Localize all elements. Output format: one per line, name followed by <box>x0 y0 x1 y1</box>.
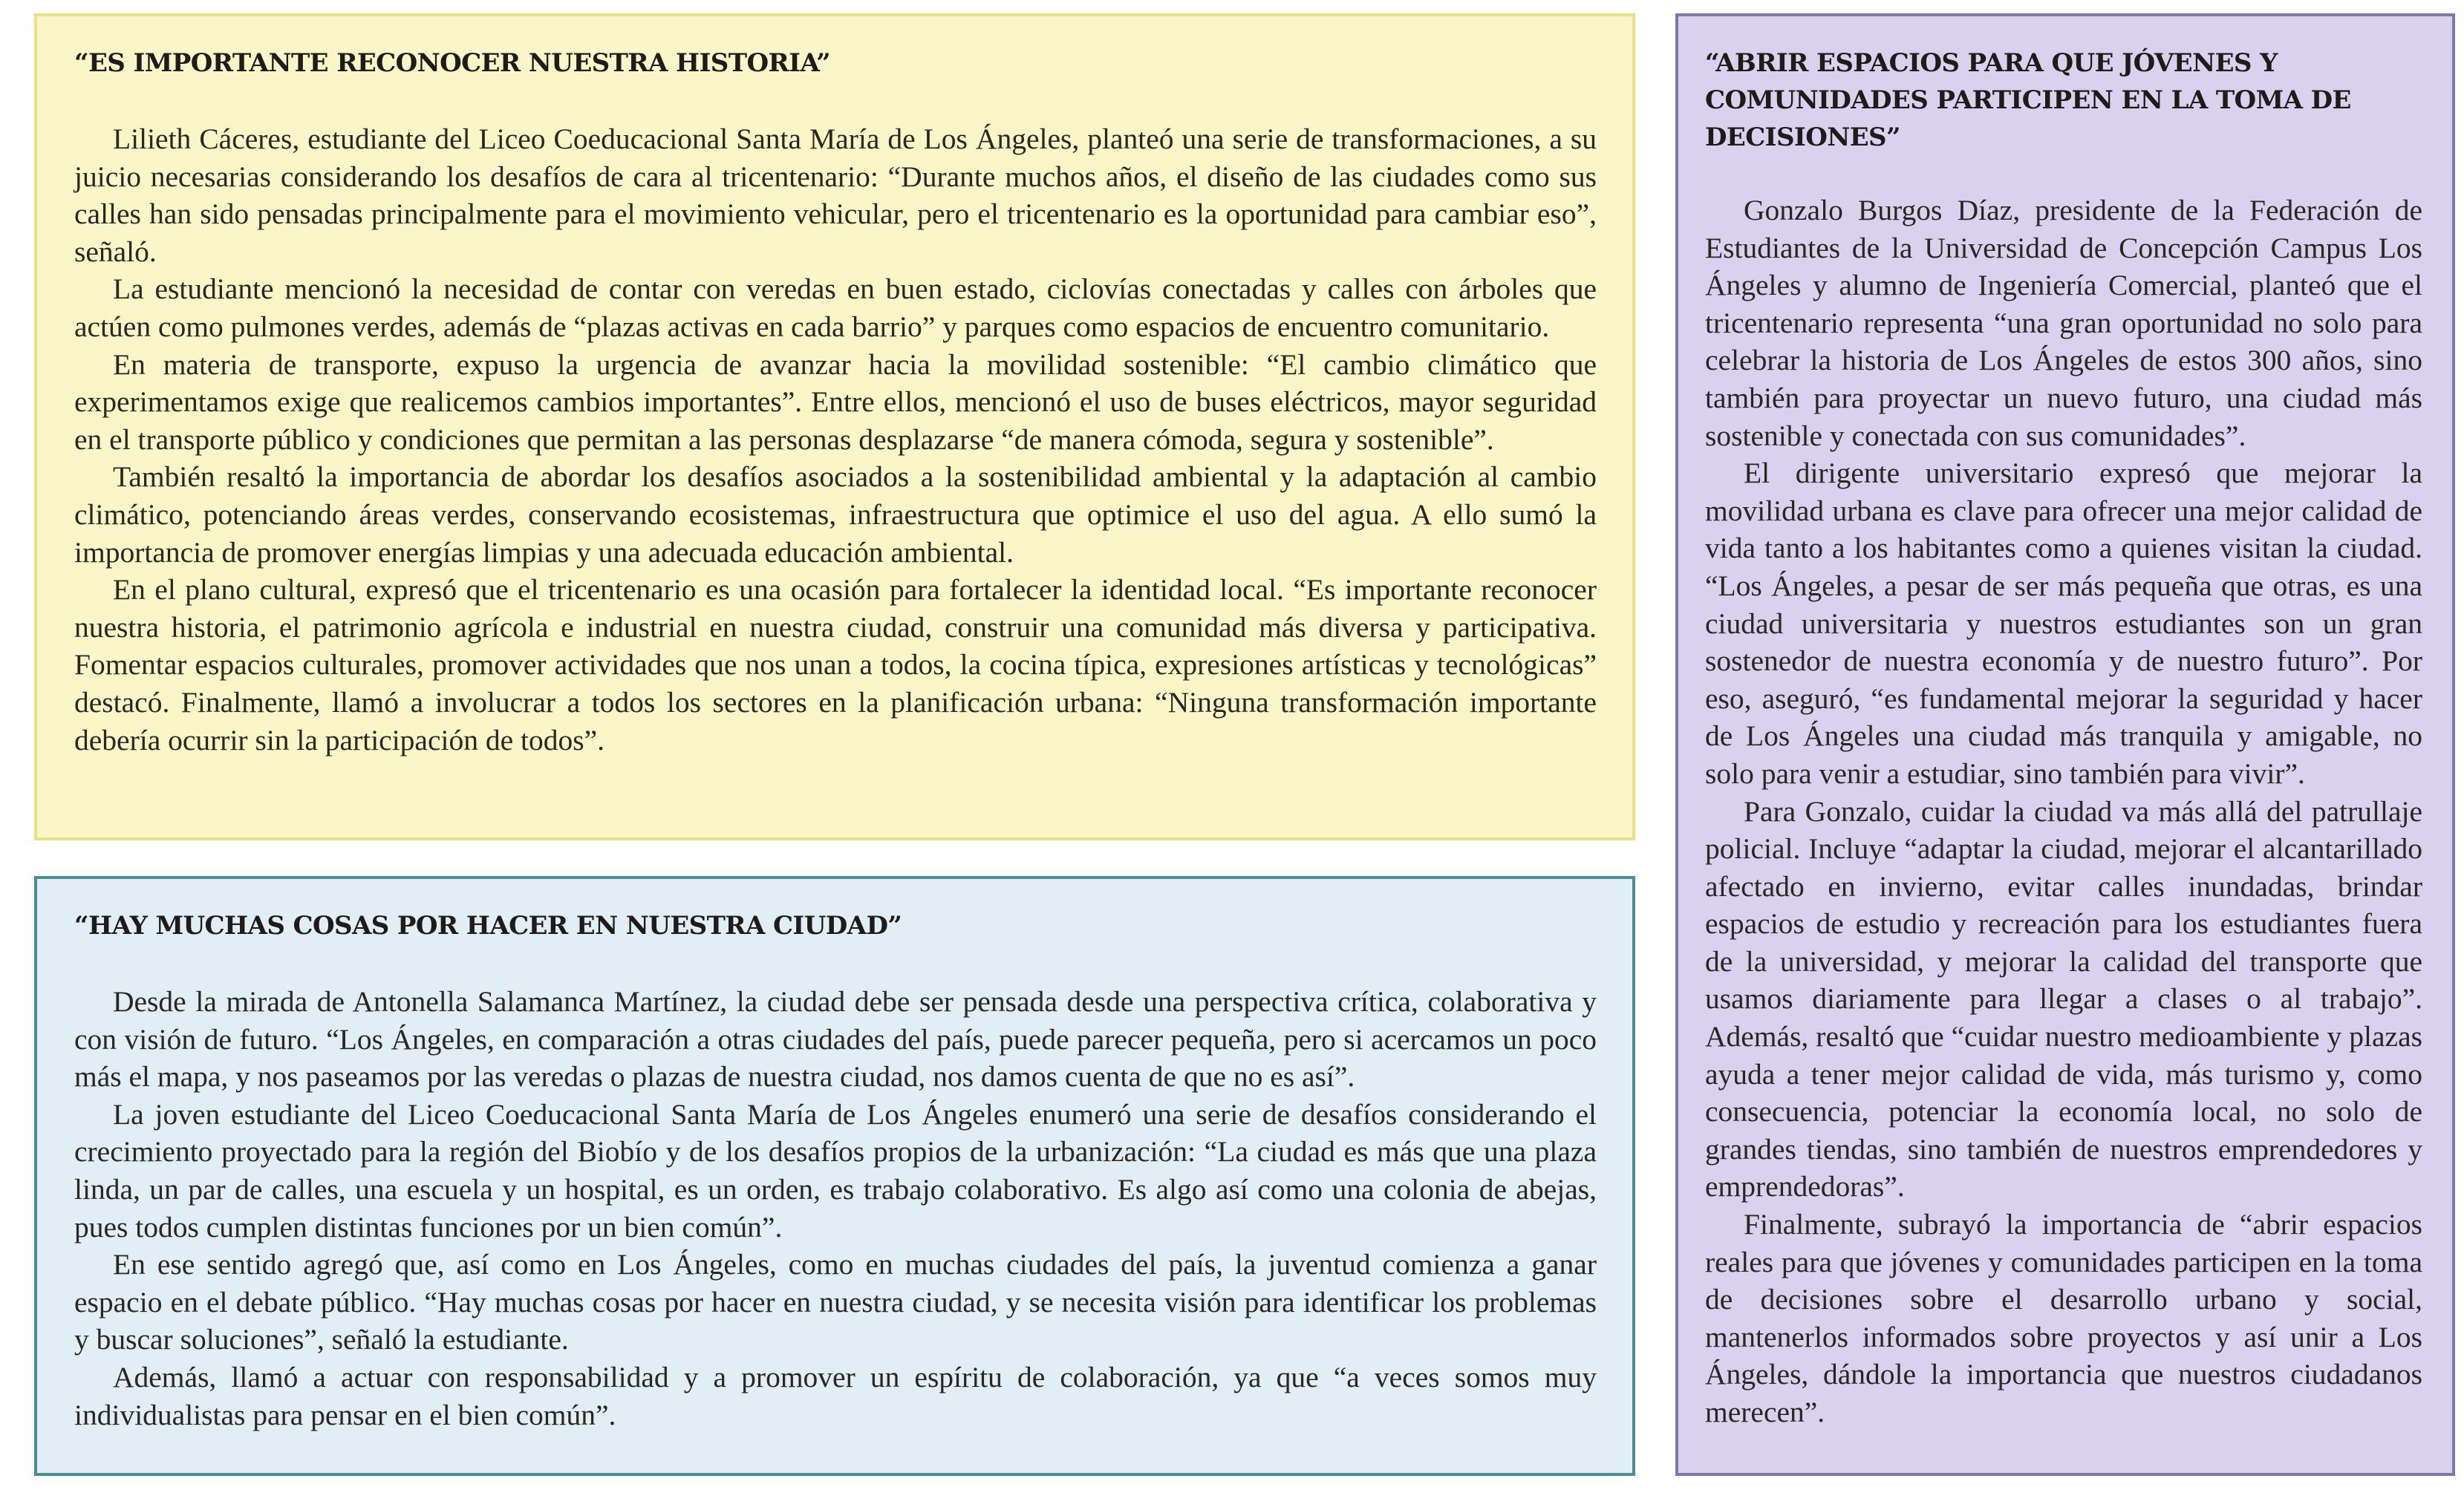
box-heading: “HAY MUCHAS COSAS POR HACER EN NUESTRA CIUDAD” <box>74 911 902 941</box>
paragraph: El dirigente universitario expresó que mejorar la movilidad urbana es clave para ofrecer una mejor calidad de vida tanto a los habitantes como a quienes visitan la ciudad. “Los Ángeles, a pesar de ser más pequeña que otras, es una ciudad universitaria y nuestros estudiantes son un gran sostenedor de nuestra economía y de nuestro futuro”. Por eso, aseguró, “es fundamental mejorar la seguridad y hacer de Los Ángeles una ciudad más tranquila y amigable, no solo para venir a estudiar, sino también para vivir”. <box>1705 457 2422 790</box>
paragraph: Gonzalo Burgos Díaz, presidente de la Federación de Estudiantes de la Universidad de Concepción Campus Los Ángeles y alumno de Ingeniería Comercial, planteó que el tricentenario representa “una gran oportunidad no solo para celebrar la historia de Los Ángeles de estos 300 años, sino también para proyectar un nuevo futuro, una ciudad más sostenible y conectada con sus comunidades”. <box>1705 194 2422 452</box>
article-box-reconocer-historia <box>34 13 1635 840</box>
paragraph: En materia de transporte, expuso la urgencia de avanzar hacia la movilidad sostenible: “El cambio climático que experimentamos exige que realicemos cambios importantes”. Entre ellos, mencionó el uso de buses eléctricos, mayor seguridad en el transporte público y condiciones que permitan a las personas desplazarse “de manera cómoda, segura y sostenible”. <box>74 347 1597 456</box>
box-heading: “ES IMPORTANTE RECONOCER NUESTRA HISTORIA” <box>74 48 831 78</box>
box-heading: “ABRIR ESPACIOS PARA QUE JÓVENES Y COMUNIDADES PARTICIPEN EN LA TOMA DE DECISIONES” <box>1705 48 2351 152</box>
paragraph: La estudiante mencionó la necesidad de contar con veredas en buen estado, ciclovías conectadas y calles con árboles que actúen como pulmones verdes, además de “plazas activas en cada barrio” y parques como espacios de encuentro comunitario. <box>74 272 1597 343</box>
paragraph: Desde la mirada de Antonella Salamanca Martínez, la ciudad debe ser pensada desde una perspectiva crítica, colaborativa y con visión de futuro. “Los Ángeles, en comparación a otras ciudades del país, puede parecer pequeña, pero si acercamos un poco más el mapa, y nos paseamos por las veredas o plazas de nuestra ciudad, nos damos cuenta de que no es así”. <box>74 985 1597 1094</box>
article-box-abrir-espacios <box>1675 13 2455 1476</box>
paragraph: En ese sentido agregó que, así como en Los Ángeles, como en muchas ciudades del país, la juventud comienza a ganar espacio en el debate público. “Hay muchas cosas por hacer en nuestra ciudad, y se necesita visión para identificar los problemas y buscar soluciones”, señaló la estudiante. <box>74 1248 1597 1356</box>
paragraph: En el plano cultural, expresó que el tricentenario es una ocasión para fortalecer la identidad local. “Es importante reconocer nuestra historia, el patrimonio agrícola e industrial en nuestra ciudad, construir una comunidad más diversa y participativa. Fomentar espacios culturales, promover actividades que nos unan a todos, la cocina típica, expresiones artísticas y tecnológicas” destacó. Finalmente, llamó a involucrar a todos los sectores en la planificación urbana: “Ninguna transformación importante debería ocurrir sin la participación de todos”. <box>74 573 1597 757</box>
paragraph: Además, llamó a actuar con responsabilidad y a promover un espíritu de colaboración, ya que “a veces somos muy individualistas para pensar en el bien común”. <box>74 1360 1597 1431</box>
article-box-cosas-por-hacer <box>34 876 1635 1476</box>
paragraph: Para Gonzalo, cuidar la ciudad va más allá del patrullaje policial. Incluye “adaptar la ciudad, mejorar el alcantarillado afectado en invierno, evitar calles inundadas, brindar espacios de estudio y recreación para los estudiantes fuera de la universidad, y mejorar la calidad del transporte que usamos diariamente para llegar a clases o al trabajo”. Además, resaltó que “cuidar nuestro medioambiente y plazas ayuda a tener mejor calidad de vida, más turismo y, como consecuencia, potenciar la economía local, no solo de grandes tiendas, sino también de nuestros emprendedores y emprendedoras”. <box>1705 794 2422 1203</box>
paragraph: También resaltó la importancia de abordar los desafíos asociados a la sostenibilidad ambiental y la adaptación al cambio climático, potenciando áreas verdes, conservando ecosistemas, infraestructura que optimice el uso del agua. A ello sumó la importancia de promover energías limpias y una adecuada educación ambiental. <box>74 460 1597 569</box>
paragraph: Finalmente, subrayó la importancia de “abrir espacios reales para que jóvenes y comunidades participen en la toma de decisiones sobre el desarrollo urbano y social, mantenerlos informados sobre proyectos y así unir a Los Ángeles, dándole la importancia que nuestros ciudadanos merecen”. <box>1705 1208 2422 1428</box>
paragraph: La joven estudiante del Liceo Coeducacional Santa María de Los Ángeles enumeró una serie de desafíos considerando el crecimiento proyectado para la región del Biobío y de los desafíos propios de la urbanización: “La ciudad es más que una plaza linda, un par de calles, una escuela y un hospital, es un orden, es trabajo colaborativo. Es algo así como una colonia de abejas, pues todos cumplen distintas funciones por un bien común”. <box>74 1097 1597 1244</box>
paragraph: Lilieth Cáceres, estudiante del Liceo Coeducacional Santa María de Los Ángeles, planteó una serie de transformaciones, a su juicio necesarias considerando los desafíos de cara al tricentenario: “Durante muchos años, el diseño de las ciudades como sus calles han sido pensadas principalmente para el movimiento vehicular, pero el tricentenario es la oportunidad para cambiar eso”, señaló. <box>74 122 1597 268</box>
